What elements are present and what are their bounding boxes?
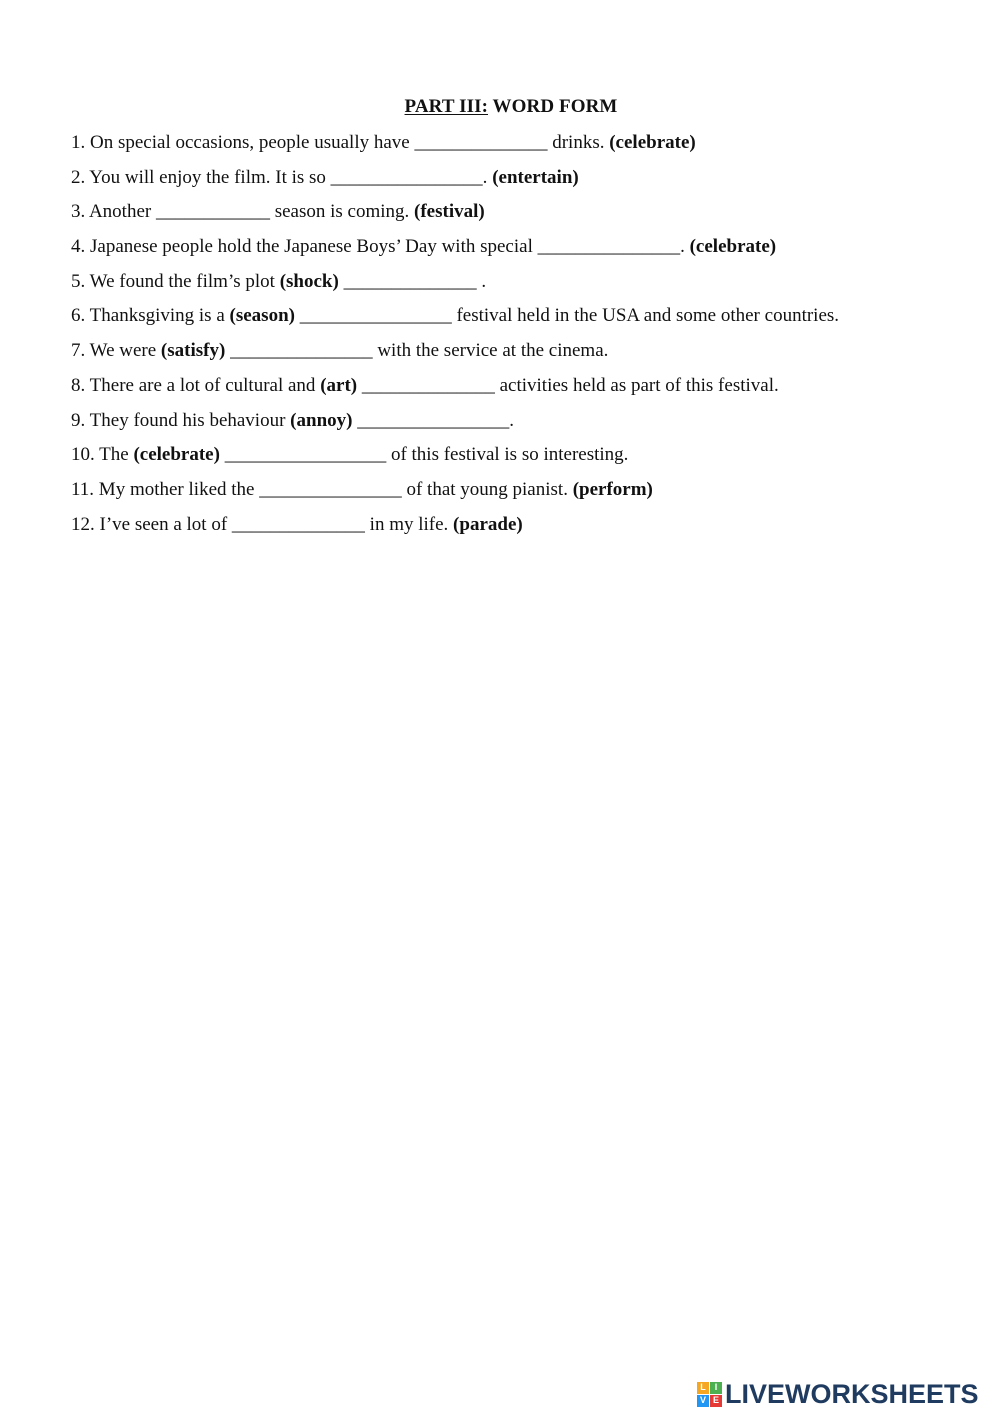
question-item [71, 442, 971, 477]
question-hint-word: (festival) [414, 201, 485, 223]
question-hint-word: (season) [229, 305, 295, 327]
question-hint-word: (satisfy) [160, 340, 226, 362]
logo-tile: V [697, 1395, 709, 1407]
question-text: 1. On special occasions, people usually have ______________ drinks. [71, 132, 610, 153]
question-text: 4. Japanese people hold the Japanese Boys’ Day with special _______________. [71, 236, 690, 258]
question-text: 10. The [71, 444, 134, 466]
title-part-label: PART III: [404, 96, 489, 117]
question-item [71, 477, 971, 512]
question-text: 8. There are a lot of cultural and [71, 374, 321, 396]
question-text: 9. They found his behaviour [71, 409, 291, 431]
question-hint-word: (perform) [572, 478, 653, 500]
question-hint-word: (annoy) [290, 409, 353, 431]
title-rest-label: WORD FORM [488, 96, 618, 117]
question-text: ________________. [352, 409, 514, 431]
question-text: ______________ . [338, 270, 487, 292]
question-hint-word: (shock) [279, 270, 339, 292]
question-text: 5. We found the film’s plot [71, 270, 280, 292]
question-item [71, 408, 971, 443]
logo-tile: L [697, 1382, 709, 1394]
question-text: ________________ festival held in the USA and some other countries. [294, 305, 840, 327]
question-item [71, 512, 971, 547]
question-item [71, 303, 971, 338]
question-hint-word: (celebrate) [689, 236, 777, 258]
liveworksheets-logo-icon [697, 1382, 722, 1407]
logo-tile: E [710, 1395, 722, 1407]
question-list [71, 130, 971, 546]
logo-tile: I [710, 1382, 722, 1394]
question-item [71, 338, 971, 373]
question-text: 12. I’ve seen a lot of ______________ in my life. [71, 513, 454, 535]
question-text: 7. We were [71, 340, 161, 362]
question-item [71, 269, 971, 304]
question-item [71, 234, 971, 269]
question-text: _________________ of this festival is so interesting. [219, 444, 629, 466]
question-hint-word: (celebrate) [609, 132, 696, 153]
question-item [71, 373, 971, 408]
question-text: _______________ with the service at the cinema. [225, 340, 609, 362]
question-hint-word: (entertain) [492, 166, 579, 188]
question-item [71, 130, 971, 165]
page-title [0, 96, 1000, 118]
question-hint-word: (celebrate) [133, 444, 220, 466]
question-text: ______________ activities held as part of this festival. [357, 374, 779, 396]
question-item [71, 165, 971, 200]
liveworksheets-brand [697, 1379, 979, 1409]
question-text: 11. My mother liked the _______________ of that young pianist. [71, 478, 573, 500]
question-text: 2. You will enjoy the film. It is so ________________. [71, 166, 493, 188]
question-item [71, 199, 971, 234]
question-hint-word: (art) [320, 374, 358, 396]
question-hint-word: (parade) [453, 513, 523, 535]
question-text: 3. Another ____________ season is coming. [71, 201, 415, 223]
question-text: 6. Thanksgiving is a [71, 305, 230, 327]
brand-text: LIVEWORKSHEETS [725, 1378, 979, 1409]
